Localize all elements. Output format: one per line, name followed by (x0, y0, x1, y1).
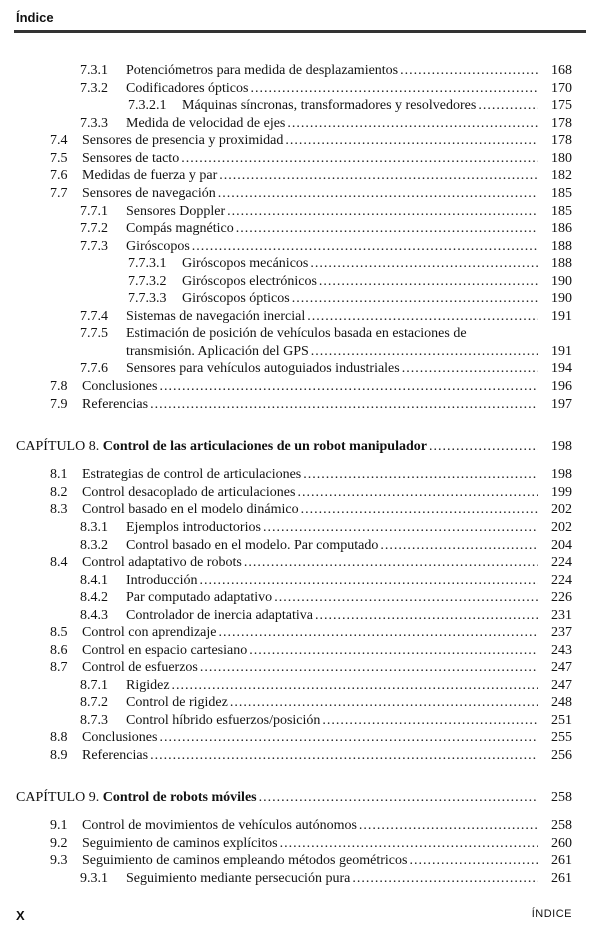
toc-entry (0, 642, 600, 659)
toc-entry (0, 519, 600, 536)
entry-number: 8.2 (50, 485, 68, 500)
dot-leader (297, 484, 538, 501)
toc-entry (0, 325, 600, 342)
toc-entry-continuation (0, 343, 600, 360)
entry-title: Máquinas síncronas, transformadores y resolvedores ..... (182, 97, 538, 114)
toc-entry (0, 501, 600, 518)
entry-page-number: 231 (538, 607, 572, 624)
entry-number: 8.7.1 (80, 678, 108, 693)
dot-leader (236, 220, 538, 237)
toc-entry (0, 537, 600, 554)
entry-title: Control de movimientos de vehículos autónomos ..... (82, 817, 538, 834)
entry-page-number: 237 (538, 624, 572, 641)
entry-title: Giróscopos mecánicos ..... (182, 255, 538, 272)
toc-entry (0, 484, 600, 501)
toc-entry (0, 835, 600, 852)
entry-page-number: 197 (538, 396, 572, 413)
entry-title: Control de rigidez ..... (126, 694, 538, 711)
toc-entry (0, 624, 600, 641)
entry-number: 7.7.2 (80, 221, 108, 236)
entry-title: Giróscopos ópticos ..... (182, 290, 538, 307)
entry-page-number: 247 (538, 659, 572, 676)
entry-title: Control adaptativo de robots ..... (82, 554, 538, 571)
entry-title: Control híbrido esfuerzos/posición ..... (126, 712, 538, 729)
toc-entry (0, 185, 600, 202)
dot-leader (230, 694, 538, 711)
entry-number: 7.5 (50, 151, 68, 166)
entry-title: Compás magnético ..... (126, 220, 538, 237)
entry-page-number: 261 (538, 852, 572, 869)
entry-page-number: 258 (538, 817, 572, 834)
entry-title: Giróscopos ..... (126, 238, 538, 255)
entry-title: Introducción ..... (126, 572, 538, 589)
entry-page-number: 198 (538, 438, 572, 455)
entry-title: Sistemas de navegación inercial ..... (126, 308, 538, 325)
toc-entry (0, 572, 600, 589)
entry-page-number: 196 (538, 378, 572, 395)
dot-leader (359, 817, 538, 834)
dot-leader (400, 62, 538, 79)
entry-page-number: 224 (538, 554, 572, 571)
entry-title: Sensores de navegación ..... (82, 185, 538, 202)
dot-leader (219, 624, 538, 641)
entry-title (16, 789, 538, 806)
entry-number: 7.7.1 (80, 204, 108, 219)
toc-entry (0, 677, 600, 694)
entry-number: 8.4.2 (80, 590, 108, 605)
dot-leader (319, 273, 538, 290)
toc-entry (0, 589, 600, 606)
toc-entry (0, 308, 600, 325)
entry-title: Referencias ..... (82, 747, 538, 764)
entry-page-number: 178 (538, 115, 572, 132)
entry-number: 8.8 (50, 730, 68, 745)
entry-title: Control de esfuerzos ..... (82, 659, 538, 676)
entry-title: Rigidez ..... (126, 677, 538, 694)
entry-page-number: 243 (538, 642, 572, 659)
entry-number: 8.3.1 (80, 520, 108, 535)
entry-number: 8.4.1 (80, 573, 108, 588)
dot-leader (227, 203, 538, 220)
entry-page-number: 202 (538, 501, 572, 518)
entry-page-number: 188 (538, 238, 572, 255)
entry-title: Seguimiento de caminos empleando métodos geométricos ..... (82, 852, 538, 869)
chapter-title: Control de las articulaciones de un robot manipulador (102, 439, 427, 454)
toc-entry (0, 607, 600, 624)
entry-page-number: 198 (538, 466, 572, 483)
toc-entry (0, 220, 600, 237)
toc-entry (0, 466, 600, 483)
chapter-label: CAPÍTULO 9. (16, 790, 100, 805)
entry-number: 8.5 (50, 625, 68, 640)
entry-number: 8.1 (50, 467, 68, 482)
entry-number: 7.3.2.1 (128, 98, 167, 113)
entry-title: Codificadores ópticos ..... (126, 80, 538, 97)
toc-entry (0, 747, 600, 764)
entry-page-number: 190 (538, 290, 572, 307)
chapter-entry (0, 438, 600, 455)
entry-page-number: 256 (538, 747, 572, 764)
entry-number: 9.2 (50, 836, 68, 851)
entry-title: Control con aprendizaje ..... (82, 624, 538, 641)
entry-number: 7.3.1 (80, 63, 108, 78)
entry-page-number: 191 (538, 308, 572, 325)
entry-title: Estimación de posición de vehículos basada en estaciones de (126, 326, 467, 341)
entry-title-continuation: transmisión. Aplicación del GPS (126, 344, 309, 359)
entry-number: 8.3.2 (80, 538, 108, 553)
entry-page-number: 251 (538, 712, 572, 729)
dot-leader (322, 712, 538, 729)
toc-entry (0, 378, 600, 395)
entry-title: Seguimiento de caminos explícitos ..... (82, 835, 538, 852)
dot-leader (192, 238, 538, 255)
entry-page-number: 258 (538, 789, 572, 806)
toc-entry (0, 97, 600, 114)
entry-page-number: 180 (538, 150, 572, 167)
toc-entry (0, 659, 600, 676)
chapter-entry (0, 789, 600, 806)
entry-number: 7.3.2 (80, 81, 108, 96)
entry-page-number: 188 (538, 255, 572, 272)
toc-entry (0, 203, 600, 220)
footer-section-label: ÍNDICE (531, 908, 572, 920)
entry-title (16, 438, 538, 455)
toc-entry (0, 852, 600, 869)
toc-entry (0, 167, 600, 184)
toc-entry (0, 115, 600, 132)
dot-leader (250, 80, 538, 97)
entry-number: 8.3 (50, 502, 68, 517)
dot-leader (315, 607, 538, 624)
header-rule (14, 30, 586, 33)
dot-leader (409, 852, 538, 869)
dot-leader (478, 97, 538, 114)
entry-title: Giróscopos electrónicos ..... (182, 273, 538, 290)
toc-entry (0, 150, 600, 167)
dot-leader (301, 501, 538, 518)
entry-title: Seguimiento mediante persecución pura ..... (126, 870, 538, 887)
entry-number: 7.8 (50, 379, 68, 394)
entry-number: 7.7.5 (80, 326, 108, 341)
entry-page-number: 255 (538, 729, 572, 746)
dot-leader (292, 290, 538, 307)
entry-page-number: 248 (538, 694, 572, 711)
entry-page-number: 247 (538, 677, 572, 694)
entry-title: Sensores de tacto ..... (82, 150, 538, 167)
entry-number: 8.7.3 (80, 713, 108, 728)
entry-number: 8.4 (50, 555, 68, 570)
toc-entry (0, 694, 600, 711)
dot-leader (259, 789, 538, 806)
toc-entry (0, 132, 600, 149)
toc-entry (0, 554, 600, 571)
entry-number: 9.3 (50, 853, 68, 868)
chapter-label: CAPÍTULO 8. (16, 439, 100, 454)
entry-title: Conclusiones ..... (82, 729, 538, 746)
entry-page-number: 170 (538, 80, 572, 97)
entry-number: 7.7.3.2 (128, 274, 167, 289)
dot-leader (380, 537, 538, 554)
entry-number: 7.7 (50, 186, 68, 201)
toc-entry (0, 712, 600, 729)
dot-leader (310, 255, 538, 272)
dot-leader (280, 835, 538, 852)
toc-entry (0, 255, 600, 272)
toc-entry (0, 870, 600, 887)
dot-leader (429, 438, 538, 455)
entry-page-number: 185 (538, 185, 572, 202)
entry-title: Potenciómetros para medida de desplazamientos ..... (126, 62, 538, 79)
entry-title: Ejemplos introductorios ..... (126, 519, 538, 536)
dot-leader (352, 870, 538, 887)
dot-leader (219, 167, 538, 184)
entry-page-number: 185 (538, 203, 572, 220)
dot-leader (274, 589, 538, 606)
entry-page-number: 226 (538, 589, 572, 606)
dot-leader (200, 572, 538, 589)
dot-leader (150, 396, 538, 413)
entry-number: 8.7.2 (80, 695, 108, 710)
entry-number: 7.9 (50, 397, 68, 412)
entry-page-number: 224 (538, 572, 572, 589)
entry-number: 8.9 (50, 748, 68, 763)
entry-number: 8.6 (50, 643, 68, 658)
entry-title: Medidas de fuerza y par ..... (82, 167, 538, 184)
entry-number: 8.4.3 (80, 608, 108, 623)
footer-page-number: X (16, 908, 25, 923)
dot-leader (402, 360, 538, 377)
entry-page-number: 199 (538, 484, 572, 501)
entry-title: Referencias ..... (82, 396, 538, 413)
entry-number: 7.7.4 (80, 309, 108, 324)
toc-entry (0, 817, 600, 834)
entry-page-number: 190 (538, 273, 572, 290)
dot-leader (200, 659, 538, 676)
entry-title: Sensores para vehículos autoguiados industriales ..... (126, 360, 538, 377)
toc-entry (0, 62, 600, 79)
entry-number: 7.7.6 (80, 361, 108, 376)
dot-leader (287, 115, 538, 132)
entry-title: Estrategias de control de articulaciones ..... (82, 466, 538, 483)
entry-page-number: 178 (538, 132, 572, 149)
entry-page-number: 204 (538, 537, 572, 554)
dot-leader (159, 729, 538, 746)
entry-title: Sensores de presencia y proximidad ..... (82, 132, 538, 149)
dot-leader (172, 677, 538, 694)
chapter-title: Control de robots móviles (102, 790, 257, 805)
toc-entry (0, 273, 600, 290)
dot-leader (303, 466, 538, 483)
toc-entry (0, 290, 600, 307)
entry-title: Medida de velocidad de ejes ..... (126, 115, 538, 132)
dot-leader (307, 308, 538, 325)
dot-leader (263, 519, 538, 536)
toc-entry (0, 396, 600, 413)
entry-number: 7.7.3.3 (128, 291, 167, 306)
entry-number: 7.7.3 (80, 239, 108, 254)
entry-number: 7.3.3 (80, 116, 108, 131)
page-header-title: Índice (16, 10, 54, 25)
dot-leader (159, 378, 538, 395)
toc-entry (0, 238, 600, 255)
entry-page-number: 194 (538, 360, 572, 377)
entry-page-number: 168 (538, 62, 572, 79)
entry-page-number: 186 (538, 220, 572, 237)
entry-title: Controlador de inercia adaptativa ..... (126, 607, 538, 624)
entry-page-number: 175 (538, 97, 572, 114)
entry-title: Sensores Doppler ..... (126, 203, 538, 220)
entry-number: 9.3.1 (80, 871, 108, 886)
dot-leader (218, 185, 538, 202)
entry-title: Control basado en el modelo. Par computado ..... (126, 537, 538, 554)
entry-number: 7.7.3.1 (128, 256, 167, 271)
toc-entry (0, 729, 600, 746)
entry-page-number: 202 (538, 519, 572, 536)
entry-number: 8.7 (50, 660, 68, 675)
entry-page-number: 260 (538, 835, 572, 852)
entry-page-number: 182 (538, 167, 572, 184)
dot-leader (181, 150, 538, 167)
dot-leader (150, 747, 538, 764)
entry-page-number: 261 (538, 870, 572, 887)
entry-title: Control basado en el modelo dinámico ..... (82, 501, 538, 518)
toc-entry (0, 80, 600, 97)
entry-number: 7.4 (50, 133, 68, 148)
entry-title: Control en espacio cartesiano ..... (82, 642, 538, 659)
entry-number: 9.1 (50, 818, 68, 833)
dot-leader (244, 554, 538, 571)
entry-title: Par computado adaptativo ..... (126, 589, 538, 606)
dot-leader (311, 343, 538, 360)
entry-title: Control desacoplado de articulaciones ..... (82, 484, 538, 501)
entry-page-number: 191 (538, 343, 572, 360)
entry-title: Conclusiones ..... (82, 378, 538, 395)
toc-entry (0, 360, 600, 377)
entry-number: 7.6 (50, 168, 68, 183)
dot-leader (285, 132, 538, 149)
dot-leader (249, 642, 538, 659)
